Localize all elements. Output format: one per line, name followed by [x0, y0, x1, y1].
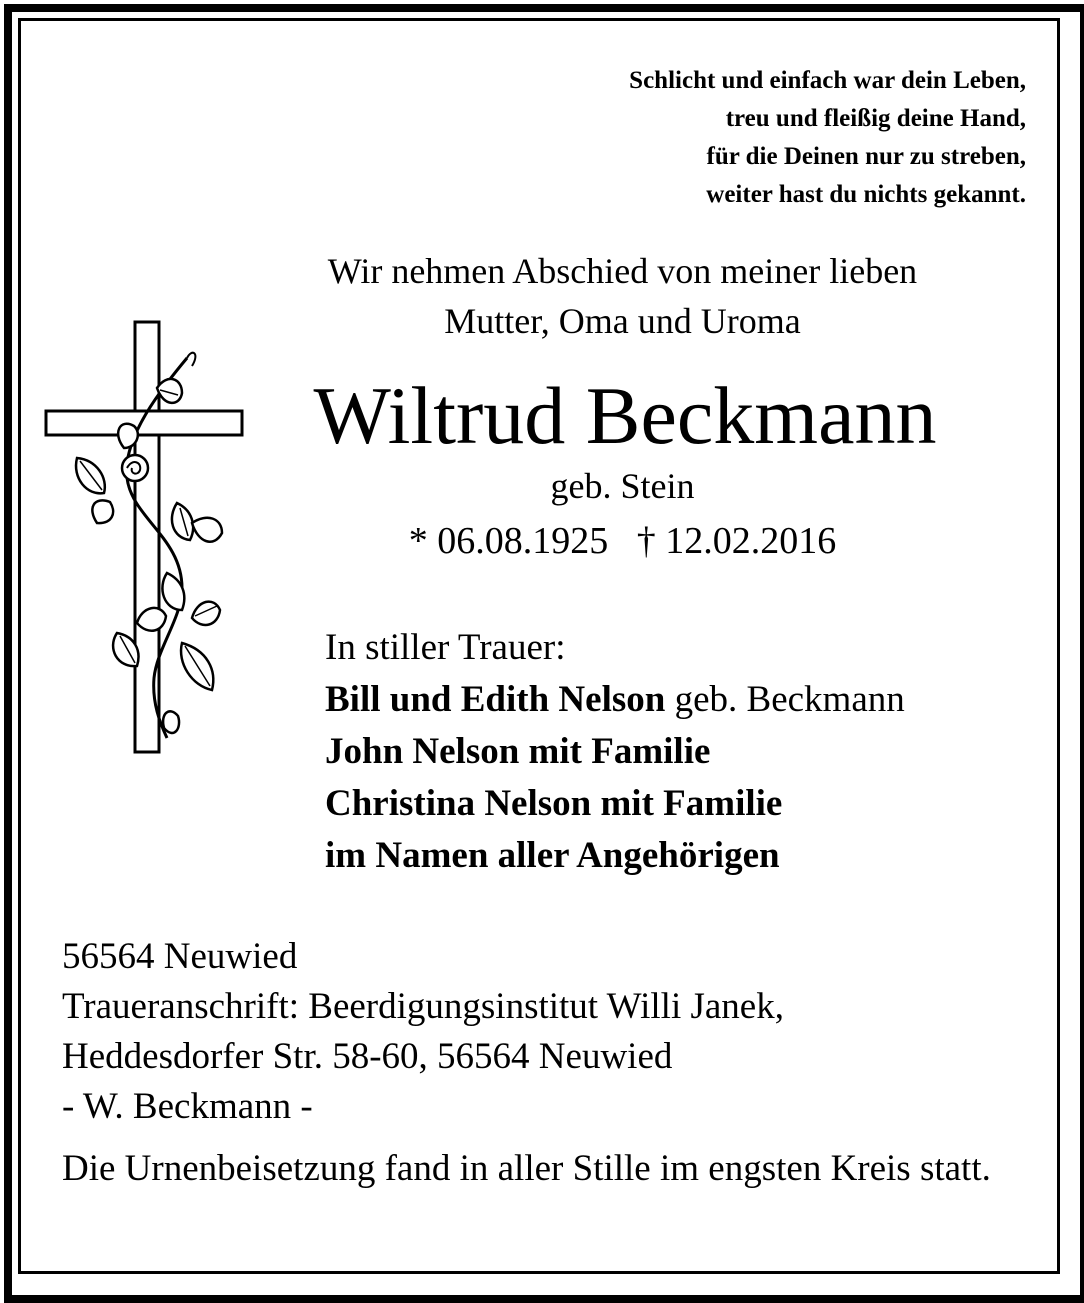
cross-with-rose-icon [42, 318, 247, 762]
poem [629, 62, 1026, 214]
address-line: Traueranschrift: Beerdigungsinstitut Willi Janek, [62, 986, 784, 1027]
burial-note: Die Urnenbeisetzung fand in aller Stille im engsten Kreis statt. [62, 1148, 991, 1189]
address-line: Heddesdorfer Str. 58-60, 56564 Neuwied [62, 1036, 673, 1077]
mourners-heading: In stiller Trauer: [325, 627, 566, 668]
intro-line-2: Mutter, Oma und Uroma [444, 301, 801, 341]
poem-line: treu und fleißig deine Hand, [725, 105, 1026, 132]
birth-name: geb. Stein [550, 466, 695, 506]
address-line: - W. Beckmann - [62, 1086, 313, 1127]
death-date: † 12.02.2016 [636, 520, 837, 562]
address-block [62, 932, 784, 1132]
poem-line: Schlicht und einfach war dein Leben, [629, 67, 1026, 94]
intro-text [255, 246, 990, 346]
intro-line-1: Wir nehmen Abschied von meiner lieben [327, 251, 918, 291]
life-dates [255, 516, 990, 566]
birth-date: * 06.08.1925 [408, 520, 609, 562]
mourner-line: Christina Nelson mit Familie [325, 783, 783, 824]
deceased-name: Wiltrud Beckmann [313, 370, 937, 461]
poem-line: weiter hast du nichts gekannt. [706, 181, 1026, 208]
poem-line: für die Deinen nur zu streben, [706, 143, 1026, 170]
mourner-line: im Namen aller Angehörigen [325, 835, 780, 876]
mourner-line: John Nelson mit Familie [325, 731, 711, 772]
mourner-bold: Bill und Edith Nelson [325, 679, 666, 720]
mourners-block [325, 622, 905, 882]
address-line: 56564 Neuwied [62, 936, 298, 977]
mourner-line [325, 674, 905, 726]
mourner-suffix: geb. Beckmann [665, 679, 905, 720]
